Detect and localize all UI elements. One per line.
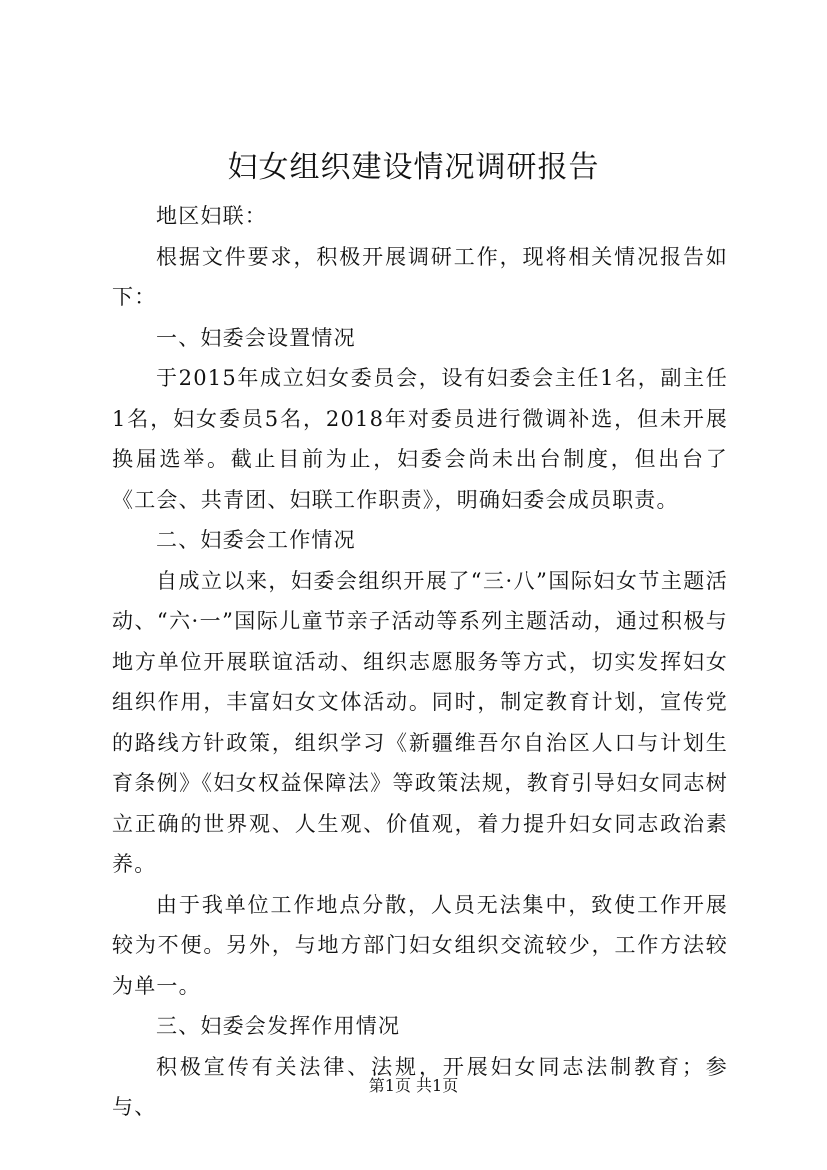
section-2-paragraph-1: 自成立以来，妇委会组织开展了“三·八”国际妇女节主题活动、“六·一”国际儿童节亲子活动等系列主题活动，通过积极与地方单位开展联谊活动、组织志愿服务等方式，切实发挥妇女组织作用，丰富妇女文体活动。同时，制定教育计划，宣传党的路线方针政策，组织学习《新疆维吾尔自治区人口与计划生育条例》《妇女权益保障法》等政策法规，教育引导妇女同志树立正确的世界观、人生观、价值观，着力提升妇女同志政治素养。 bbox=[112, 568, 728, 876]
section-heading-2: 二、妇委会工作情况 bbox=[156, 528, 356, 552]
section-1-paragraph: 于2015年成立妇女委员会，设有妇委会主任1名，副主任1名，妇女委员5名，2018年对委员进行微调补选，但未开展换届选举。截止目前为止，妇委会尚未出台制度，但出台了《工会、共青团、妇联工作职责》，明确妇委会成员职责。 bbox=[112, 366, 728, 512]
section-heading-1: 一、妇委会设置情况 bbox=[156, 325, 356, 350]
intro-paragraph: 根据文件要求，积极开展调研工作，现将相关情况报告如下： bbox=[112, 244, 728, 309]
document-body bbox=[112, 196, 728, 1128]
section-3-paragraph: 积极宣传有关法律、法规，开展妇女同志法制教育；参与、 bbox=[112, 1054, 728, 1119]
document-title: 妇女组织建设情况调研报告 bbox=[227, 150, 600, 185]
salutation: 地区妇联： bbox=[156, 204, 267, 228]
section-heading-3: 三、妇委会发挥作用情况 bbox=[156, 1014, 401, 1038]
page-footer: 第1页 共1页 bbox=[368, 1076, 459, 1095]
section-2-paragraph-2: 由于我单位工作地点分散，人员无法集中，致使工作开展较为不便。另外，与地方部门妇女组织交流较少，工作方法较为单一。 bbox=[112, 892, 728, 998]
